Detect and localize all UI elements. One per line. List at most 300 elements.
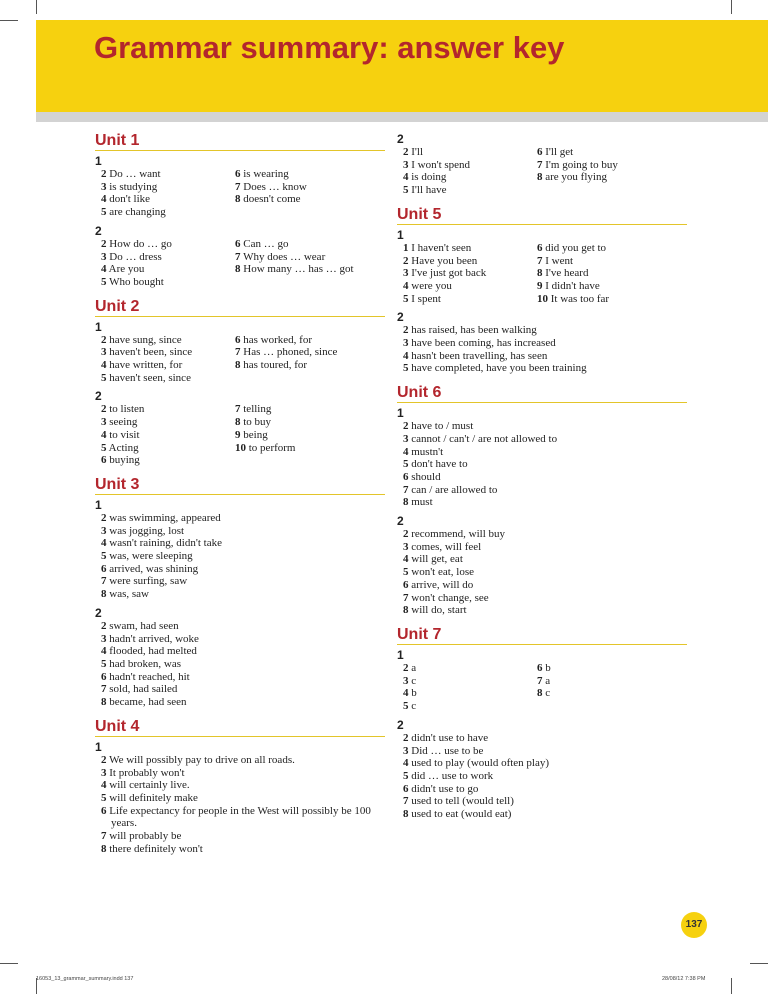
answer-item — [101, 403, 235, 416]
item-number: 3 — [403, 674, 409, 687]
item-answer: I haven't seen — [411, 241, 472, 254]
answer-item — [403, 700, 537, 713]
answer-item — [101, 454, 235, 467]
item-answer: We will possibly pay to drive on all roads. — [109, 753, 295, 766]
item-number: 6 — [235, 168, 241, 180]
answer-item — [403, 770, 687, 783]
item-answer: have been coming, has increased — [411, 337, 556, 350]
item-number: 4 — [403, 279, 409, 292]
answer-item — [101, 334, 235, 347]
answer-item — [101, 779, 371, 792]
answer-item — [403, 541, 687, 554]
item-number: 3 — [403, 744, 409, 757]
answer-item — [235, 346, 337, 359]
answer-item — [101, 696, 385, 709]
item-answer: It probably won't — [109, 766, 185, 779]
crop-mark — [750, 963, 768, 964]
item-answer: hasn't been travelling, has seen — [411, 349, 548, 362]
answer-item — [403, 293, 537, 306]
item-number: 3 — [101, 346, 107, 359]
item-number: 6 — [537, 241, 543, 254]
unit-2-section — [95, 298, 385, 467]
item-answer: Who bought — [109, 275, 164, 288]
item-number: 8 — [235, 359, 241, 372]
answer-list — [403, 242, 687, 306]
item-answer: became, had seen — [109, 696, 187, 709]
answer-item — [403, 528, 687, 541]
item-number: 2 — [403, 324, 409, 337]
item-answer: will definitely make — [109, 791, 198, 804]
answer-list — [403, 324, 687, 375]
item-number: 2 — [101, 237, 107, 250]
item-answer: to visit — [109, 428, 140, 441]
item-number: 5 — [403, 292, 409, 305]
answer-item — [403, 496, 687, 509]
answer-item — [403, 687, 537, 700]
item-number: 8 — [403, 496, 409, 509]
item-number: 6 — [101, 454, 107, 467]
item-answer: have to / must — [411, 420, 474, 433]
answer-item — [101, 671, 385, 684]
answer-item — [403, 484, 687, 497]
item-answer: to buy — [243, 416, 272, 429]
answer-item — [403, 280, 537, 293]
item-number: 7 — [235, 250, 241, 263]
item-answer: a — [411, 661, 417, 674]
item-number: 3 — [403, 158, 409, 171]
item-number: 8 — [537, 267, 543, 280]
item-answer: Are you — [108, 263, 145, 276]
item-answer: sold, had sailed — [109, 683, 178, 696]
item-answer: were you — [411, 279, 452, 292]
item-answer: I'm going to buy — [545, 158, 618, 171]
item-number: 5 — [101, 371, 107, 384]
item-answer: I didn't have — [545, 279, 600, 292]
item-number: 2 — [101, 403, 107, 416]
item-answer: have written, for — [109, 359, 183, 372]
unit-heading: Unit 7 — [397, 626, 687, 645]
answer-item — [101, 238, 235, 251]
item-number: 5 — [403, 362, 409, 375]
item-answer: Has … phoned, since — [243, 346, 338, 359]
item-number: 8 — [403, 808, 409, 821]
answer-item — [403, 675, 537, 688]
answer-list — [101, 403, 385, 467]
answer-item — [101, 550, 385, 563]
title-banner — [36, 20, 768, 112]
answer-item — [101, 588, 385, 601]
item-answer: there definitely won't — [109, 842, 203, 855]
answer-item — [101, 633, 385, 646]
crop-mark — [36, 0, 37, 14]
item-number: 9 — [537, 279, 543, 292]
answer-item — [537, 255, 609, 268]
item-answer: was, were sleeping — [109, 550, 193, 563]
answer-item — [403, 795, 687, 808]
item-number: 2 — [101, 753, 107, 766]
item-number: 4 — [101, 193, 107, 206]
item-answer: c — [411, 674, 417, 687]
crop-mark — [731, 978, 732, 994]
answer-item — [235, 334, 337, 347]
right-column — [397, 132, 687, 821]
item-answer: had broken, was — [109, 657, 182, 670]
item-number: 7 — [537, 254, 543, 267]
answer-item — [235, 359, 337, 372]
item-answer: have sung, since — [109, 333, 182, 346]
item-answer: b — [411, 687, 417, 700]
answer-item — [537, 242, 609, 255]
item-number: 7 — [101, 683, 107, 696]
item-answer: was jogging, lost — [109, 524, 185, 537]
item-number: 1 — [403, 241, 409, 254]
item-number: 2 — [403, 420, 409, 433]
item-answer: did you get to — [545, 241, 607, 254]
item-number: 3 — [101, 180, 107, 193]
item-answer: swam, had seen — [109, 619, 179, 632]
answer-item — [403, 783, 687, 796]
answer-item — [537, 267, 609, 280]
exercise-label: 1 — [397, 227, 404, 242]
answer-item — [537, 675, 551, 688]
item-number: 9 — [235, 428, 241, 441]
item-number: 8 — [537, 171, 543, 184]
answer-item — [235, 251, 354, 264]
item-answer: Does … know — [243, 180, 307, 193]
item-answer: I'll — [411, 146, 424, 158]
item-answer: did … use to work — [411, 769, 494, 782]
exercise-label: 2 — [397, 717, 404, 732]
item-number: 4 — [101, 263, 107, 276]
item-answer: is studying — [109, 180, 158, 193]
answer-item — [403, 566, 687, 579]
item-number: 7 — [403, 483, 409, 496]
item-answer: haven't been, since — [109, 346, 193, 359]
item-answer: mustn't — [411, 445, 444, 458]
answer-item — [235, 193, 307, 206]
item-answer: doesn't come — [243, 193, 301, 206]
item-number: 10 — [537, 292, 548, 305]
item-answer: cannot / can't / are not allowed to — [411, 432, 558, 445]
item-number: 4 — [403, 757, 409, 770]
answer-item — [101, 416, 235, 429]
item-answer: hadn't reached, hit — [109, 670, 190, 683]
answer-item — [101, 276, 235, 289]
item-number: 2 — [403, 528, 409, 541]
item-number: 8 — [235, 263, 241, 276]
item-number: 4 — [403, 553, 409, 566]
item-answer: has raised, has been walking — [411, 324, 537, 337]
answer-item — [101, 206, 235, 219]
answer-item — [403, 458, 687, 471]
item-answer: How many … has … got — [243, 263, 354, 276]
answer-list — [403, 528, 687, 617]
item-answer: Do … want — [109, 168, 161, 180]
item-number: 2 — [101, 511, 107, 524]
answer-item — [403, 471, 687, 484]
item-number: 5 — [403, 184, 409, 197]
answer-item — [101, 805, 371, 830]
answer-item — [403, 267, 537, 280]
item-answer: has worked, for — [243, 333, 312, 346]
answer-item — [101, 575, 385, 588]
item-number: 8 — [235, 416, 241, 429]
item-number: 2 — [403, 661, 409, 674]
item-number: 7 — [235, 346, 241, 359]
item-answer: is doing — [411, 171, 447, 184]
answer-item — [101, 563, 385, 576]
exercise-label: 2 — [397, 132, 404, 146]
item-number: 3 — [101, 766, 107, 779]
item-answer: don't have to — [411, 458, 468, 471]
item-number: 4 — [403, 687, 409, 700]
answer-item — [235, 238, 354, 251]
item-number: 4 — [403, 445, 409, 458]
item-number: 7 — [537, 158, 543, 171]
item-answer: buying — [109, 454, 140, 467]
item-answer: seeing — [109, 416, 138, 429]
answer-item — [403, 604, 687, 617]
answer-item — [101, 251, 235, 264]
item-answer: arrived, was shining — [109, 562, 199, 575]
item-answer: used to play (would often play) — [411, 757, 550, 770]
item-answer: have completed, have you been training — [411, 362, 587, 375]
answer-item — [403, 171, 537, 184]
item-answer: I won't spend — [411, 158, 471, 171]
item-answer: I spent — [411, 292, 441, 305]
item-answer: were surfing, saw — [109, 575, 188, 588]
exercise-label: 2 — [95, 223, 102, 238]
item-number: 4 — [101, 359, 107, 372]
item-number: 3 — [403, 267, 409, 280]
item-number: 5 — [101, 275, 107, 288]
answer-item — [235, 181, 307, 194]
answer-item — [101, 620, 385, 633]
crop-mark — [0, 20, 18, 21]
item-number: 7 — [235, 403, 241, 416]
item-number: 6 — [537, 661, 543, 674]
item-number: 6 — [403, 578, 409, 591]
answer-list — [101, 168, 385, 219]
answer-list — [403, 662, 687, 713]
answer-item — [235, 429, 295, 442]
answer-item — [101, 792, 371, 805]
answer-item — [101, 512, 385, 525]
answer-item — [101, 346, 235, 359]
item-answer: Have you been — [411, 254, 478, 267]
item-answer: will get, eat — [411, 553, 463, 566]
item-answer: was, saw — [109, 588, 149, 601]
item-answer: to listen — [109, 403, 145, 416]
item-answer: has toured, for — [243, 359, 308, 372]
title-underbar — [36, 112, 768, 122]
item-answer: used to eat (would eat) — [411, 808, 512, 821]
item-number: 8 — [235, 193, 241, 206]
unit-heading: Unit 1 — [95, 132, 385, 151]
answer-item — [101, 359, 235, 372]
exercise-label: 1 — [397, 406, 404, 421]
answer-item — [101, 372, 235, 385]
answer-list — [101, 512, 385, 601]
item-number: 5 — [101, 550, 107, 563]
item-answer: didn't use to have — [411, 731, 489, 744]
item-answer: Did … use to be — [411, 744, 484, 757]
item-answer: won't change, see — [411, 591, 489, 604]
item-answer: didn't use to go — [411, 782, 479, 795]
item-answer: recommend, will buy — [411, 528, 506, 541]
item-number: 2 — [101, 619, 107, 632]
unit-heading: Unit 2 — [95, 298, 385, 317]
item-answer: are you flying — [545, 171, 607, 184]
item-answer: c — [411, 700, 417, 713]
answer-item — [101, 168, 235, 181]
answer-item — [101, 442, 235, 455]
item-number: 2 — [403, 254, 409, 267]
unit-heading: Unit 5 — [397, 206, 687, 225]
answer-item — [101, 645, 385, 658]
answer-list — [403, 420, 687, 509]
item-number: 8 — [101, 842, 107, 855]
unit-4-continued-section — [397, 132, 687, 197]
answer-item — [537, 280, 609, 293]
item-number: 7 — [403, 795, 409, 808]
answer-item — [101, 429, 235, 442]
item-number: 7 — [235, 180, 241, 193]
unit-6-section — [397, 384, 687, 617]
item-number: 6 — [403, 470, 409, 483]
page-number: 137 — [681, 912, 707, 938]
unit-heading: Unit 3 — [95, 476, 385, 495]
unit-1-section — [95, 132, 385, 289]
item-number: 5 — [403, 769, 409, 782]
answer-item — [403, 732, 687, 745]
unit-4-section — [95, 718, 385, 856]
item-answer: won't eat, lose — [411, 566, 475, 579]
item-answer: Can … go — [243, 237, 289, 250]
answer-item — [403, 255, 537, 268]
item-answer: to perform — [248, 441, 296, 454]
exercise-label: 1 — [95, 739, 102, 754]
item-answer: will do, start — [411, 604, 467, 617]
item-number: 6 — [101, 804, 107, 817]
answer-item — [403, 242, 537, 255]
item-number: 2 — [101, 168, 107, 180]
answer-item — [101, 767, 371, 780]
answer-list — [101, 334, 385, 385]
answer-item — [403, 592, 687, 605]
answer-item — [101, 181, 235, 194]
item-number: 6 — [101, 562, 107, 575]
item-number: 4 — [101, 428, 107, 441]
item-number: 5 — [403, 458, 409, 471]
answer-item — [101, 263, 235, 276]
item-answer: Do … dress — [109, 250, 162, 263]
item-number: 8 — [403, 604, 409, 617]
answer-item — [537, 687, 551, 700]
answer-item — [101, 754, 371, 767]
item-number: 7 — [101, 830, 107, 843]
answer-item — [235, 416, 295, 429]
answer-item — [403, 362, 687, 375]
answer-item — [403, 745, 687, 758]
item-answer: I'll get — [545, 146, 574, 158]
item-number: 5 — [403, 700, 409, 713]
answer-item — [101, 193, 235, 206]
item-number: 4 — [101, 645, 107, 658]
answer-item — [403, 146, 537, 159]
item-number: 7 — [101, 575, 107, 588]
item-number: 3 — [403, 337, 409, 350]
item-answer: are changing — [109, 206, 166, 219]
item-answer: can / are allowed to — [411, 483, 498, 496]
item-number: 10 — [235, 441, 246, 454]
item-number: 3 — [101, 416, 107, 429]
answer-list — [403, 146, 687, 197]
answer-item — [101, 537, 385, 550]
exercise-label: 2 — [397, 310, 404, 325]
answer-item — [235, 403, 295, 416]
unit-5-section — [397, 206, 687, 375]
answer-list — [403, 732, 687, 821]
item-number: 2 — [101, 333, 107, 346]
answer-item — [403, 184, 537, 197]
answer-item — [537, 146, 618, 159]
item-answer: being — [243, 428, 268, 441]
item-answer: c — [545, 687, 551, 700]
exercise-label: 1 — [95, 154, 102, 168]
answer-item — [235, 168, 307, 181]
item-number: 5 — [101, 441, 107, 454]
item-answer: a — [545, 674, 551, 687]
item-answer: is wearing — [243, 168, 289, 180]
answer-item — [537, 171, 618, 184]
item-number: 5 — [101, 206, 107, 219]
item-answer: I've just got back — [411, 267, 487, 280]
item-answer: flooded, had melted — [109, 645, 197, 658]
item-number: 6 — [537, 146, 543, 158]
item-answer: How do … go — [109, 237, 172, 250]
item-answer: Why does … wear — [243, 250, 326, 263]
answer-item — [403, 757, 687, 770]
item-answer: should — [411, 470, 441, 483]
item-number: 2 — [403, 146, 409, 158]
item-number: 6 — [403, 782, 409, 795]
crop-mark — [731, 0, 732, 14]
item-answer: comes, will feel — [411, 540, 482, 553]
answer-item — [101, 525, 385, 538]
footer-file: 16053_13_grammar_summary.indd 137 — [36, 976, 134, 982]
item-number: 4 — [403, 349, 409, 362]
item-number: 5 — [101, 791, 107, 804]
answer-item — [101, 843, 371, 856]
exercise-label: 2 — [397, 514, 404, 529]
item-answer: wasn't raining, didn't take — [109, 537, 222, 550]
item-number: 4 — [101, 537, 107, 550]
answer-list — [101, 238, 385, 289]
unit-heading: Unit 6 — [397, 384, 687, 403]
item-answer: telling — [243, 403, 272, 416]
item-answer: used to tell (would tell) — [411, 795, 514, 808]
item-number: 5 — [101, 657, 107, 670]
answer-item — [101, 658, 385, 671]
answer-item — [403, 808, 687, 821]
answer-list — [101, 754, 371, 856]
item-answer: It was too far — [550, 292, 610, 305]
exercise-label: 1 — [397, 647, 404, 662]
item-number: 2 — [403, 731, 409, 744]
page-title: Grammar summary: answer key — [94, 30, 565, 65]
item-answer: b — [545, 661, 551, 674]
